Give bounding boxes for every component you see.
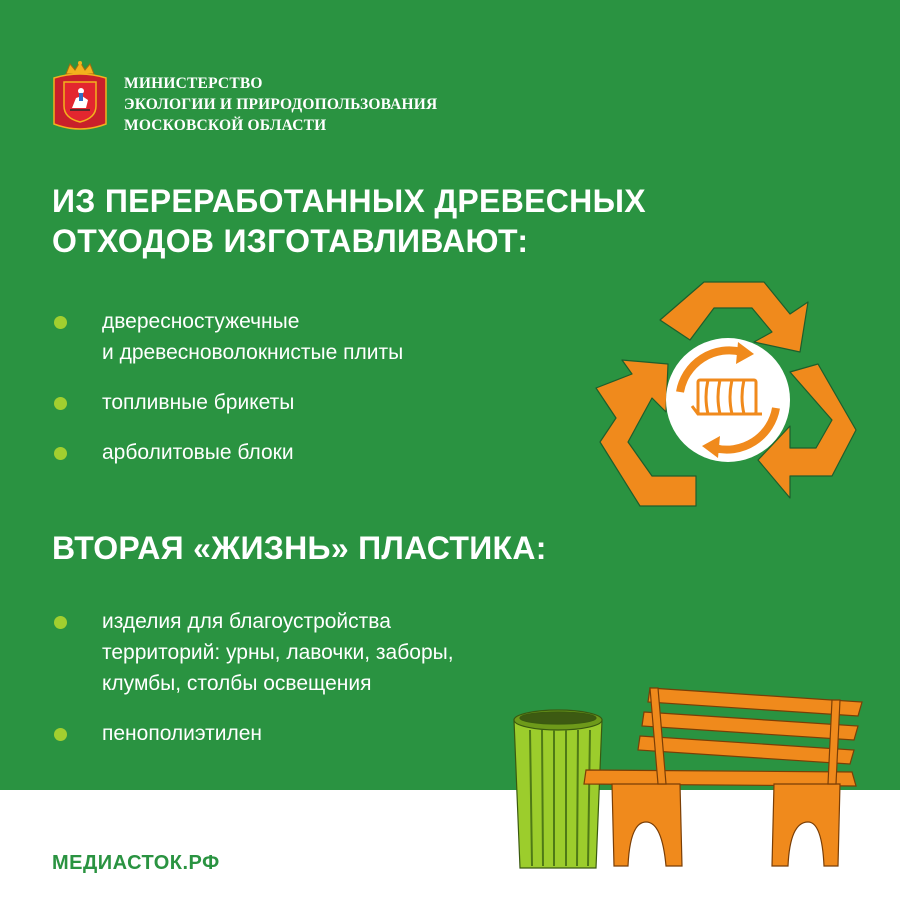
wood-section-title — [52, 181, 646, 261]
bullet-icon — [54, 616, 67, 629]
bench-and-trash-bin-icon — [490, 680, 870, 880]
list-item-text: арболитовые блоки — [102, 441, 294, 464]
bullet-icon — [54, 447, 67, 460]
bullet-icon — [54, 397, 67, 410]
list-item — [52, 387, 403, 418]
list-item-text: топливные брикеты — [102, 391, 295, 414]
list-item — [52, 718, 454, 749]
list-item — [52, 437, 403, 468]
recycle-wood-icon — [594, 280, 858, 528]
ministry-line: ЭКОЛОГИИ И ПРИРОДОПОЛЬЗОВАНИЯ — [124, 96, 438, 113]
list-item-text: двересностужечные — [102, 310, 300, 333]
ministry-line: МОСКОВСКОЙ ОБЛАСТИ — [124, 117, 327, 134]
title-line: ИЗ ПЕРЕРАБОТАННЫХ ДРЕВЕСНЫХ — [52, 183, 646, 219]
list-item — [52, 306, 403, 368]
list-item-text: пенополиэтилен — [102, 722, 263, 745]
list-item-text: изделия для благоустройства — [102, 610, 391, 633]
bullet-icon — [54, 728, 67, 741]
coat-of-arms-icon — [52, 60, 108, 132]
wood-products-list — [52, 306, 403, 487]
list-item-text: и древесноволокнистые плиты — [102, 341, 404, 364]
ministry-line: МИНИСТЕРСТВО — [124, 75, 263, 92]
site-link[interactable]: МЕДИАСТОК.РФ — [52, 852, 220, 874]
title-line: ВТОРАЯ «ЖИЗНЬ» ПЛАСТИКА: — [52, 530, 547, 566]
plastic-section-title — [52, 528, 547, 568]
list-item-text: территорий: урны, лавочки, заборы, — [102, 641, 454, 664]
list-item — [52, 606, 454, 699]
plastic-products-list — [52, 606, 454, 768]
ministry-name — [124, 73, 437, 136]
bullet-icon — [54, 316, 67, 329]
list-item-text: клумбы, столбы освещения — [102, 672, 372, 695]
title-line: ОТХОДОВ ИЗГОТАВЛИВАЮТ: — [52, 223, 529, 259]
